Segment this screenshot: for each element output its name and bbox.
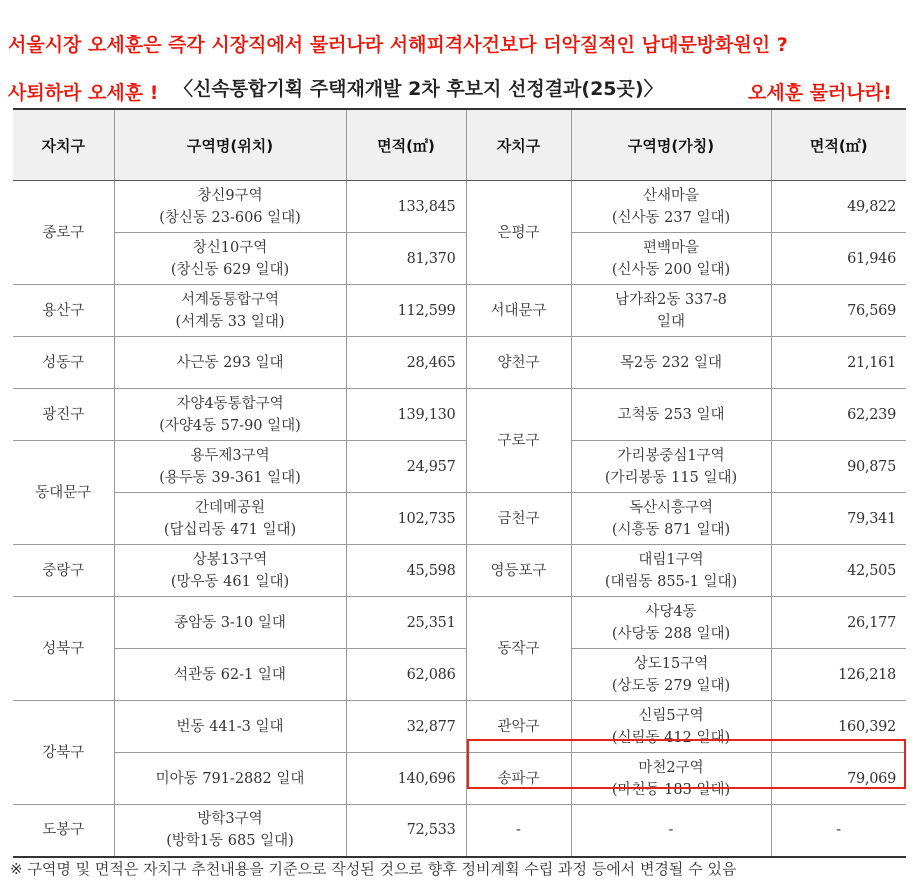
district-jungnang: 중랑구: [13, 545, 114, 597]
area-size-cell: 25,351: [346, 597, 466, 649]
area-name-cell: 신림5구역 (신림동 412 일대): [571, 701, 771, 753]
area-name-cell: 번동 441-3 일대: [114, 701, 346, 753]
area-name-cell: 석관동 62-1 일대: [114, 649, 346, 701]
district-dongjak: 동작구: [466, 597, 571, 701]
area-name-cell: 마천2구역 (마천동 183 일대): [571, 753, 771, 805]
area-size-cell: 102,735: [346, 493, 466, 545]
area-name-cell: 남가좌2동 337-8 일대: [571, 285, 771, 337]
table-row: [13, 233, 906, 285]
table-row: [13, 545, 906, 597]
area-name-cell: -: [571, 805, 771, 857]
district-gwangjin: 광진구: [13, 389, 114, 441]
area-size-cell: 76,569: [771, 285, 906, 337]
header-area-name-left: 구역명(위치): [114, 109, 346, 181]
table-row: [13, 337, 906, 389]
table-row: [13, 181, 906, 233]
district-jongno: 종로구: [13, 181, 114, 285]
area-name-cell: 간데메공원 (답십리동 471 일대): [114, 493, 346, 545]
area-size-cell: 28,465: [346, 337, 466, 389]
area-name-cell: 상도15구역 (상도동 279 일대): [571, 649, 771, 701]
area-name-cell: 편백마을 (신사동 200 일대): [571, 233, 771, 285]
area-size-cell: 42,505: [771, 545, 906, 597]
area-name-cell: 서계동통합구역 (서계동 33 일대): [114, 285, 346, 337]
table-header-row: [13, 109, 906, 181]
district-seodaemun: 서대문구: [466, 285, 571, 337]
area-size-cell: 140,696: [346, 753, 466, 805]
district-guro: 구로구: [466, 389, 571, 493]
area-name-cell: 대림1구역 (대림동 855-1 일대): [571, 545, 771, 597]
area-size-cell: 61,946: [771, 233, 906, 285]
area-size-cell: 160,392: [771, 701, 906, 753]
district-songpa: 송파구: [466, 753, 571, 805]
district-gwanak: 관악구: [466, 701, 571, 753]
header-district-right: 자치구: [466, 109, 571, 181]
header-district-left: 자치구: [13, 109, 114, 181]
district-geumcheon: 금천구: [466, 493, 571, 545]
area-name-cell: 자양4동통합구역 (자양4동 57-90 일대): [114, 389, 346, 441]
area-name-cell: 가리봉중심1구역 (가리봉동 115 일대): [571, 441, 771, 493]
table-row: [13, 285, 906, 337]
area-size-cell: 133,845: [346, 181, 466, 233]
district-seongdong: 성동구: [13, 337, 114, 389]
table-row: [13, 597, 906, 649]
headline-line-1: 서울시장 오세훈은 즉각 시장직에서 물러나라 서해피격사건보다 더악질적인 남대문방화원인 ?: [8, 34, 788, 56]
area-size-cell: 49,822: [771, 181, 906, 233]
area-name-cell: 목2동 232 일대: [571, 337, 771, 389]
area-size-cell: 21,161: [771, 337, 906, 389]
area-size-cell: 62,239: [771, 389, 906, 441]
district-yeongdeungpo: 영등포구: [466, 545, 571, 597]
area-name-cell: 용두제3구역 (용두동 39-361 일대): [114, 441, 346, 493]
area-name-cell: 사근동 293 일대: [114, 337, 346, 389]
district-gangbuk: 강북구: [13, 701, 114, 805]
footnote: ※ 구역명 및 면적은 자치구 추천내용을 기준으로 작성된 것으로 향후 정비계획 수립 과정 등에서 변경될 수 있음: [10, 860, 737, 878]
area-size-cell: 45,598: [346, 545, 466, 597]
area-name-cell: 창신10구역 (창신동 629 일대): [114, 233, 346, 285]
area-name-cell: 방학3구역 (방학1동 685 일대): [114, 805, 346, 857]
table-row: [13, 805, 906, 857]
district-yangcheon: 양천구: [466, 337, 571, 389]
area-size-cell: 126,218: [771, 649, 906, 701]
songpa-highlight-box: [467, 739, 906, 789]
area-size-cell: 79,341: [771, 493, 906, 545]
header-size-left: 면적(㎡): [346, 109, 466, 181]
district-dongdaemun: 동대문구: [13, 441, 114, 545]
area-size-cell: -: [771, 805, 906, 857]
area-size-cell: 32,877: [346, 701, 466, 753]
area-name-cell: 산새마을 (신사동 237 일대): [571, 181, 771, 233]
table-row: [13, 389, 906, 441]
table-row: [13, 441, 906, 493]
area-name-cell: 종암동 3-10 일대: [114, 597, 346, 649]
area-size-cell: 26,177: [771, 597, 906, 649]
table-row: [13, 493, 906, 545]
area-size-cell: 72,533: [346, 805, 466, 857]
district-empty: -: [466, 805, 571, 857]
area-name-cell: 창신9구역 (창신동 23-606 일대): [114, 181, 346, 233]
district-eunpyeong: 은평구: [466, 181, 571, 285]
headline-line-2-right: 오세훈 물러나라!: [748, 82, 892, 104]
area-size-cell: 81,370: [346, 233, 466, 285]
area-size-cell: 90,875: [771, 441, 906, 493]
area-size-cell: 139,130: [346, 389, 466, 441]
district-seongbuk: 성북구: [13, 597, 114, 701]
area-size-cell: 24,957: [346, 441, 466, 493]
headline-line-2-left: 사퇴하라 오세훈 !: [8, 82, 159, 104]
header-area-name-right: 구역명(가칭): [571, 109, 771, 181]
area-size-cell: 112,599: [346, 285, 466, 337]
header-size-right: 면적(㎡): [771, 109, 906, 181]
district-dobong: 도봉구: [13, 805, 114, 857]
area-name-cell: 고척동 253 일대: [571, 389, 771, 441]
table-row: [13, 649, 906, 701]
area-name-cell: 독산시흥구역 (시흥동 871 일대): [571, 493, 771, 545]
area-name-cell: 미아동 791-2882 일대: [114, 753, 346, 805]
table-subtitle: 〈신속통합기획 주택재개발 2차 후보지 선정결과(25곳)〉: [174, 78, 663, 100]
area-size-cell: 79,069: [771, 753, 906, 805]
area-size-cell: 62,086: [346, 649, 466, 701]
area-name-cell: 사당4동 (사당동 288 일대): [571, 597, 771, 649]
district-yongsan: 용산구: [13, 285, 114, 337]
area-name-cell: 상봉13구역 (망우동 461 일대): [114, 545, 346, 597]
